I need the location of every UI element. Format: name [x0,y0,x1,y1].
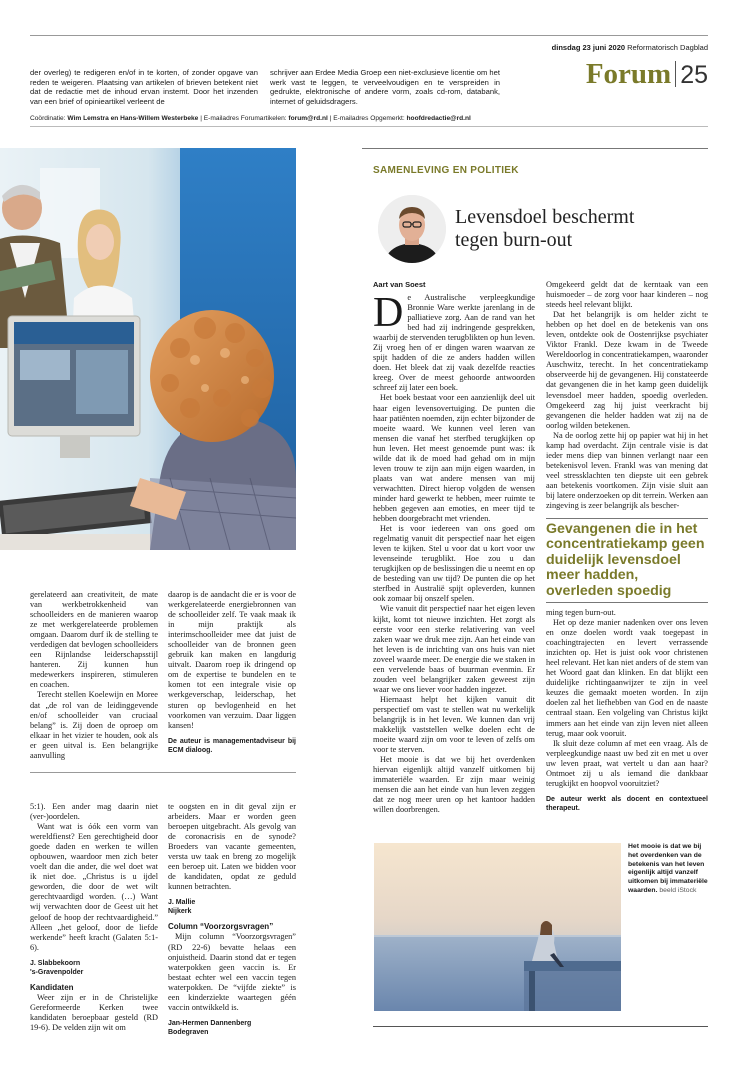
letter-text-2: Want wat is óók een vorm van wereldfienst? Een gerechtigheid door goede daden en werken te willen opbouwen, waardoor men zich beter voelt dan die ander, die wel doet wat ik niet doe. „Christus is u ijdel geworden, die door de wet wilt gerechtvaardigd worden. (…) Want wij verwachten door de Geest uit het geloof de hoop der rechtvaardigheid.” Alleen „het geloof, door de liefde werkende” heeft kracht (Galaten 5:1-6). [30,822,158,952]
main-p5: Hiernaast helpt het kijken vanuit dit perspectief om vast te stellen wat nu werkelijk belangrijk is in het leven. We kunnen dan vrij makkelijk vaststellen welke doelen echt de moeite waard zijn om voor te leven of zelfs om voor te sterven. [373,694,535,755]
main-p6: Het mooie is dat we bij het overdenken hiervan eigenlijk altijd vanzelf uitkomen bij immateriële waarden. Er zijn maar weinig mensen die aan het einde van hun leven zeggen dat ze nog meer uren op het kantoor hadden willen doorbrengen. [373,755,535,815]
section-header [560,56,708,92]
main-p11: Het op deze manier nadenken over ons leven en onze doelen wordt vaak toegepast in coachingtrajecten en levert verrassende inzichten op. Het is juist ook voor christenen heel relevant. Het kan niet anders of de stem van het Woord gaat dan klinken. En dat blijkt een duidelijke richtingaanwijzer te zijn in veel keuzes die gemaakt moeten worden. In zijn doelen zal het liefhebben van God en de naaste centraal staan. Een volgeling van Christus kijkt immers aan het einde van zijn leven niet alleen terug, maar ook vooruit. [546,618,708,738]
intro-text-2: schrijver aan Erdee Media Groep een niet-exclusieve licentie om het werk vast te leggen, te verveelvoudigen en te verspreiden in gedrukte, elektronische of andere vorm, zoals cd-rom, databank, internet of geluidsdragers. [270,68,500,107]
main-p7: Omgekeerd geldt dat de kerntaak van een huismoeder – de zorg voor haar kinderen – nog steeds heel relevant blijkt. [546,280,708,310]
main-p8: Dat het belangrijk is om helder zicht te hebben op het doel en de betekenis van ons leven, ontdekte ook de Oostenrijkse psychiater Viktor Frankl. Deze kwam in de Tweede Wereldoorlog in concentratiekampen, waaronder Auschwitz, terecht. In het concentratiekamp observeerde hij de gevangenen. Hij constateerde dat gevangenen die in het kamp geen duidelijk levensdoel meer hadden, spoedig overleden. Omgekeerd zag hij juist veerkracht bij gevangenen die helder hadden wat zij na de oorlog wilden betekenen. [546,310,708,430]
letter-heading-kandidaten: Kandidaten [30,982,74,992]
main-p3: Het is voor iedereen van ons goed om regelmatig vanuit dit perspectief naar het eigen leven te kijken. Stel u voor dat u kort voor uw levenseinde terugblikt. Hoe zou u dan terugkijken op de beslissingen die u neemt en op de besteding van uw tijd? De punten die op het sterfbed in Australië spijt opleverden, kunnen ook zomaar bij onszelf spelen. [373,524,535,604]
letter-text-4: te oogsten en in dit geval zijn er arbeiders. Maar er worden geen beroepen uitgebracht. Als gevolg van de coronacrisis en de synode? Broeders van vacante gemeenten, versta uw taak en breng zo mogelijk een beroep uit. Laten we bidden voor de kandidaten, opdat ze geduld kunnen betrachten. [168,802,296,892]
main-col1 [373,293,535,815]
main-p2: Het boek bestaat voor een aanzienlijk deel uit haar eigen levensovertuiging. De punten die haar patiënten noemden, zijn echter bijzonder de moeite waard. We kunnen veel leren van mensen die vanaf het sterfbed terugkijken op hun leven. Het meest genoemde punt was: ik wilde dat ik de moed had gehad om in mijn leven trouw te zijn aan mijn eigen waarden, in plaats van wat andere mensen van mij verwachtten. Direct hierop volgden de wensen minder hard gewerkt te hebben, meer ruimte te hebben gegeven aan emoties, en meer tijd te hebben doorgebracht met vrienden. [373,393,535,524]
credits-sep2: | E-mailadres Opgemerkt: [329,115,405,122]
headline-line-1: Levensdoel beschermt [455,206,635,228]
letter-text-1: 5:1). Een ander mag daarin niet (ver-)oordelen. [30,802,158,822]
office-photo [0,148,296,550]
letter-place-3: Bodegraven [168,1028,209,1036]
main-col2-top [546,280,708,511]
main-col2-bottom [546,608,708,813]
forum-email-link[interactable]: forum@rd.nl [288,115,328,122]
credits-names: Wim Lemstra en Hans-Willem Westerbeke [67,115,199,122]
kicker: SAMENLEVING EN POLITIEK [373,165,519,176]
intro-col2 [270,68,500,107]
left-article-p1: gerelateerd aan creativiteit, de mate van werkbetrokkenheid van schoolleiders en de manieren waarop ze met werkgerelateerde problemen omgaan. Daarom durf ik de stelling te verdedigen dat bevlogen schoolleiders een Rijnlandse leiderschapsstijl hanteren. Zij kunnen hun medewerkers inspireren, stimuleren en coachen. [30,590,158,690]
credits-sep1: | E-mailadres Forumartikelen: [200,115,287,122]
credits-line [30,114,710,123]
main-p1: e Australische verpleegkundige Bronnie Ware werkte jarenlang in de palliatieve zorg. Aan de rand van het bed had zij indringende gesprekken, waarbij de stervenden terugblikten op hun leven. Zij vroeg hen of er dingen waren waarvan ze spijt hadden of die ze anders hadden willen doen. Het bleek dat zij vaak dezelfde reacties kreeg. Over de meest gehoorde antwoorden schreef zij later een boek. [373,293,535,393]
left-article-p3: daarop is de aandacht die er is voor de werkgerelateerde energiebronnen van de schoolleider zelf. Te vaak maak ik in mijn praktijk als interimschoolleider mee dat juist de schoolleider van de bronnen geen gebruik kan maken en langdurig uitvalt. Daarom roep ik dringend op om de expertise te bundelen en te komen tot een integrale visie op werkgeverschap, leiderschap, het sturen op bevlogenheid en het voorkomen van verzuim. Daar liggen kansen! [168,590,296,730]
section-title: Forum [585,58,672,90]
left-article-author-note: De auteur is managementadviseur bij ECM dialoog. [168,737,296,754]
photo-caption [628,843,708,896]
credits-label: Coördinatie: [30,115,66,122]
letter-signature-3: Jan-Hermen Dannenberg [168,1019,252,1027]
main-p9: Na de oorlog zette hij op papier wat hij in het kamp had overdacht. Zijn centrale visie is dat ieder mens diep van binnen verlangt naar een betekenisvol leven. Frankl was van mening dat veel stressklachten ten diepste uit een gebrek aan betekenis voortkomen. Zijn visie sluit aan bij latere onderzoeken op dit terrein. Werken aan zingeving is zeer belangrijk als bescher- [546,430,708,511]
pier-photo [374,843,621,1011]
headline [455,206,705,252]
left-article-col1 [30,590,158,761]
letter-text-5: Mijn column “Voorzorgsvragen” (RD 22-6) bevatte helaas een onjuistheid. Daarin stond dat er tegen waterpokken geen vaccin is. Er bestaat echter wel een vaccin tegen waterpokken. De “vijfde ziekte” is een kinderziekte waartegen géén vaccin ontwikkeld is. [168,932,296,1012]
main-p4: Wie vanuit dit perspectief naar het eigen leven kijkt, komt tot nieuwe inzichten. Het zorgt als eerste voor een sterke relativering van veel zaken waar we druk mee zijn. Aan het einde van het leven is de inrichting van ons huis van niet zoveel waarde meer. De energie die we staken in een vervelende baas of buurman evenmin. Er zouden veel belangrijker zaken geweest zijn waar we ons liever voor hadden ingezet. [373,604,535,694]
letter-text-3: Weer zijn er in de Christelijke Gereformeerde Kerken twee kandidaten beroepbaar gesteld (RD 19-6). De velden zijn wit om [30,992,158,1032]
masthead-date: dinsdag 23 juni 2020 [551,43,626,52]
main-p10: ming tegen burn-out. [546,608,616,617]
intro-col1 [30,68,258,107]
author-portrait [378,195,446,263]
intro-text-1: der overleg) te redigeren en/of in te korten, of zonder opgave van reden te weigeren. Plaatsing van artikelen of brieven betekent niet dat de redactie met de inhoud ervan instemt. Door het inzenden van een brief of opinieartikel verleent de [30,68,258,107]
headline-line-2: tegen burn-out [455,229,573,251]
main-author-note: De auteur werkt als docent en contextueel therapeut. [546,795,708,812]
letter-signature-2: J. Mallie [168,899,196,907]
author-byline: Aart van Soest [373,280,426,289]
left-article-p2: Terecht stellen Koelewijn en Moree dat „de rol van de leidinggevende en/of schoolleider van cruciaal belang” is. Zij doen de oproep om elkaar in het vizier te houden, ook als er geen uitval is. Een belangrijke aanvulling [30,690,158,760]
opgemerkt-email-link[interactable]: hoofdredactie@rd.nl [406,115,471,122]
letter-heading-column: Column “Voorzorgsvragen” [168,922,274,932]
masthead-paper: Reformatorisch Dagblad [627,43,708,52]
drop-cap: D [373,293,404,336]
caption-credit: beeld iStock [659,886,697,894]
letter-place-1: 's-Gravenpolder [30,968,84,976]
section-divider [675,61,676,87]
letter-place-2: Nijkerk [168,908,192,916]
masthead-dateline [470,43,708,52]
left-article-col2 [168,590,296,755]
letter-signature-1: J. Slabbekoorn [30,959,81,967]
letters-col2 [168,802,296,1037]
page-number: 25 [680,61,708,89]
letters-col1 [30,802,158,1033]
caption-text: Het mooie is dat we bij het overdenken van de betekenis van het leven eigenlijk altijd vanzelf uitkomen bij immateriële waarden. [628,843,708,894]
main-p12: Ik sluit deze column af met een vraag. Als de verpleegkundige naast uw bed zit en met u over uw leven praat, wat vertelt u dan aan haar? Ontmoet zij u als iemand die dankbaar terugkijkt en hoopvol vooruitziet? [546,738,708,788]
pull-quote: Gevangenen die in het concentratiekamp geen duidelijk levensdoel meer hadden, overleden spoedig [546,521,705,599]
